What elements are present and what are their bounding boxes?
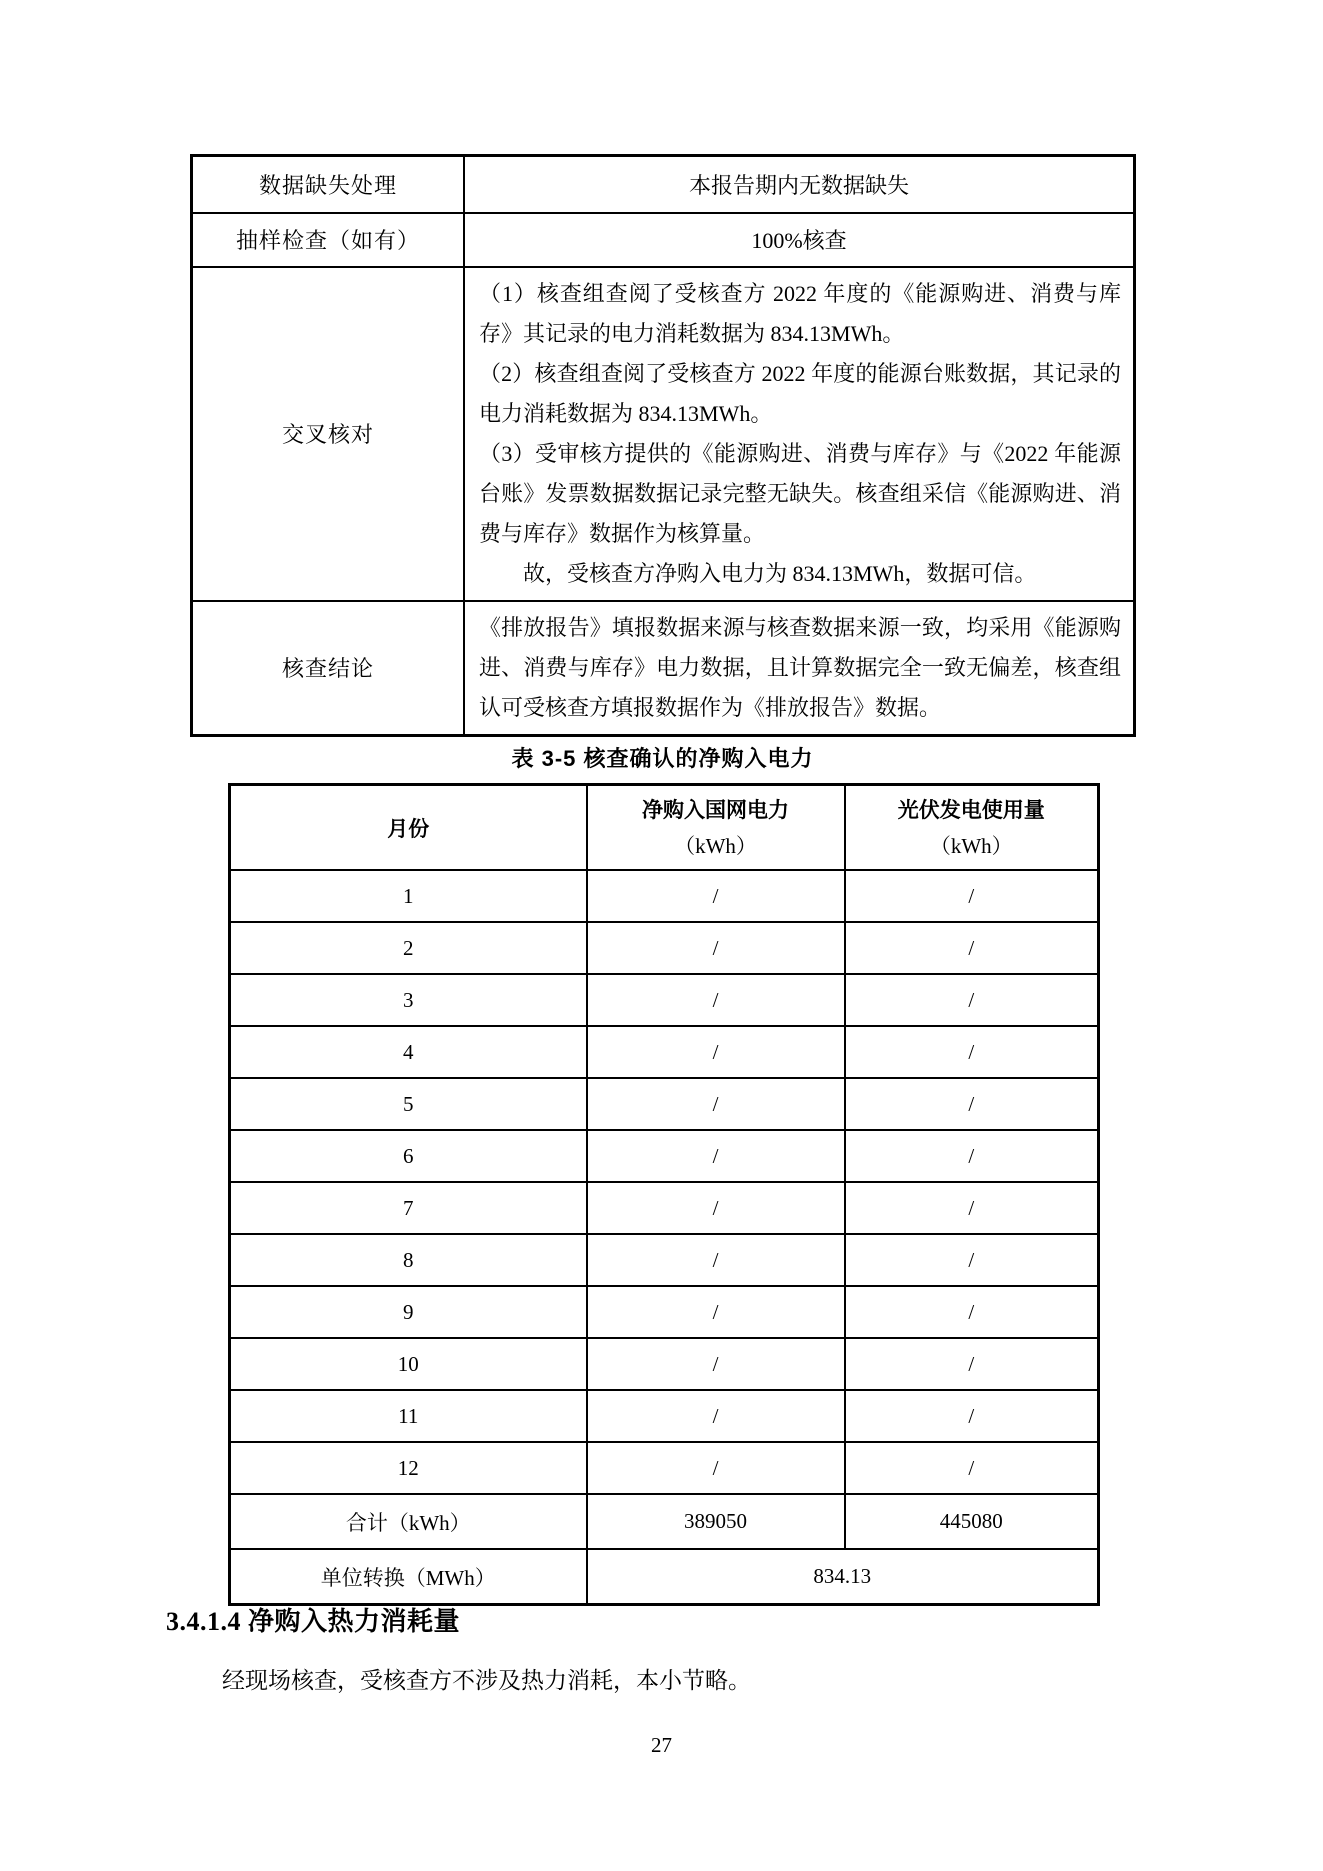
page-number: 27	[651, 1733, 672, 1757]
month-row	[230, 1442, 1099, 1494]
month-row	[230, 1234, 1099, 1286]
grid-value-cell: /	[587, 1182, 845, 1234]
month-cell: 11	[230, 1390, 587, 1442]
pv-value-cell: /	[845, 1130, 1099, 1182]
grid-value-cell: /	[587, 870, 845, 922]
grid-value-cell: /	[587, 1442, 845, 1494]
total-grid-value: 389050	[587, 1494, 845, 1549]
pv-value-cell: /	[845, 1390, 1099, 1442]
month-row	[230, 1286, 1099, 1338]
row-value-sampling-check: 100%核查	[464, 213, 1135, 267]
month-row	[230, 1338, 1099, 1390]
total-row	[230, 1494, 1099, 1549]
total-pv-value: 445080	[845, 1494, 1099, 1549]
column-header-month	[230, 785, 587, 871]
unit-conversion-row	[230, 1549, 1099, 1605]
pv-value-cell: /	[845, 1338, 1099, 1390]
pv-column-unit: （kWh）	[929, 833, 1013, 858]
cross-check-paragraph: （3）受审核方提供的《能源购进、消费与库存》与《2022 年能源台账》发票数据数据记录完整无缺失。核查组采信《能源购进、消费与库存》数据作为核算量。	[479, 440, 1121, 546]
column-header-pv-usage	[845, 785, 1099, 871]
table-caption: 表 3-5 核查确认的净购入电力	[511, 746, 814, 771]
month-row	[230, 1182, 1099, 1234]
grid-value-cell: /	[587, 1130, 845, 1182]
grid-value-cell: /	[587, 1026, 845, 1078]
cross-check-content	[464, 267, 1135, 601]
conversion-label: 单位转换（MWh）	[230, 1549, 587, 1605]
section-paragraph: 经现场核查，受核查方不涉及热力消耗，本小节略。	[222, 1668, 751, 1693]
table-row	[192, 267, 1135, 601]
pv-value-cell: /	[845, 1286, 1099, 1338]
month-cell: 12	[230, 1442, 587, 1494]
pv-value-cell: /	[845, 974, 1099, 1026]
table-row	[192, 601, 1135, 736]
month-cell: 7	[230, 1182, 587, 1234]
grid-value-cell: /	[587, 922, 845, 974]
month-cell: 5	[230, 1078, 587, 1130]
row-label-data-missing: 数据缺失处理	[192, 156, 465, 213]
cross-check-paragraph: （2）核查组查阅了受核查方 2022 年度的能源台账数据，其记录的电力消耗数据为 834.13MWh。	[479, 360, 1121, 426]
pv-value-cell: /	[845, 1026, 1099, 1078]
grid-value-cell: /	[587, 1338, 845, 1390]
pv-value-cell: /	[845, 1442, 1099, 1494]
pv-value-cell: /	[845, 870, 1099, 922]
grid-column-unit: （kWh）	[674, 833, 757, 858]
cross-check-final-note: 故，受核查方净购入电力为 834.13MWh，数据可信。	[523, 560, 1037, 586]
month-column-label: 月份	[387, 817, 430, 841]
month-row	[230, 1130, 1099, 1182]
grid-column-title: 净购入国网电力	[642, 798, 789, 822]
row-label-cross-check: 交叉核对	[192, 267, 465, 601]
row-value-data-missing: 本报告期内无数据缺失	[464, 156, 1135, 213]
month-row	[230, 974, 1099, 1026]
month-cell: 9	[230, 1286, 587, 1338]
conversion-value: 834.13	[587, 1549, 1099, 1605]
cross-check-paragraph: （1）核查组查阅了受核查方 2022 年度的《能源购进、消费与库存》其记录的电力消耗数据为 834.13MWh。	[479, 280, 1121, 346]
month-row	[230, 1026, 1099, 1078]
table-row	[192, 213, 1135, 267]
pv-column-title: 光伏发电使用量	[897, 798, 1045, 822]
month-row	[230, 870, 1099, 922]
conclusion-content: 《排放报告》填报数据来源与核查数据来源一致，均采用《能源购进、消费与库存》电力数据，且计算数据完全一致无偏差，核查组认可受核查方填报数据作为《排放报告》数据。	[464, 601, 1135, 736]
month-row	[230, 1390, 1099, 1442]
grid-value-cell: /	[587, 1286, 845, 1338]
pv-value-cell: /	[845, 922, 1099, 974]
row-label-sampling-check: 抽样检查（如有）	[192, 213, 465, 267]
row-label-conclusion: 核查结论	[192, 601, 465, 736]
month-cell: 4	[230, 1026, 587, 1078]
grid-value-cell: /	[587, 1078, 845, 1130]
month-cell: 8	[230, 1234, 587, 1286]
grid-value-cell: /	[587, 1234, 845, 1286]
table-row	[192, 156, 1135, 213]
pv-value-cell: /	[845, 1182, 1099, 1234]
column-header-grid-electricity	[587, 785, 845, 871]
pv-value-cell: /	[845, 1234, 1099, 1286]
month-cell: 10	[230, 1338, 587, 1390]
month-row	[230, 1078, 1099, 1130]
month-row	[230, 922, 1099, 974]
section-heading: 3.4.1.4 净购入热力消耗量	[166, 1607, 461, 1636]
month-cell: 1	[230, 870, 587, 922]
table-header-row	[230, 785, 1099, 871]
grid-value-cell: /	[587, 974, 845, 1026]
month-cell: 3	[230, 974, 587, 1026]
month-cell: 2	[230, 922, 587, 974]
total-label: 合计（kWh）	[230, 1494, 587, 1549]
net-purchased-electricity-table	[228, 783, 1100, 1606]
month-cell: 6	[230, 1130, 587, 1182]
grid-value-cell: /	[587, 1390, 845, 1442]
pv-value-cell: /	[845, 1078, 1099, 1130]
verification-summary-table	[190, 154, 1136, 737]
